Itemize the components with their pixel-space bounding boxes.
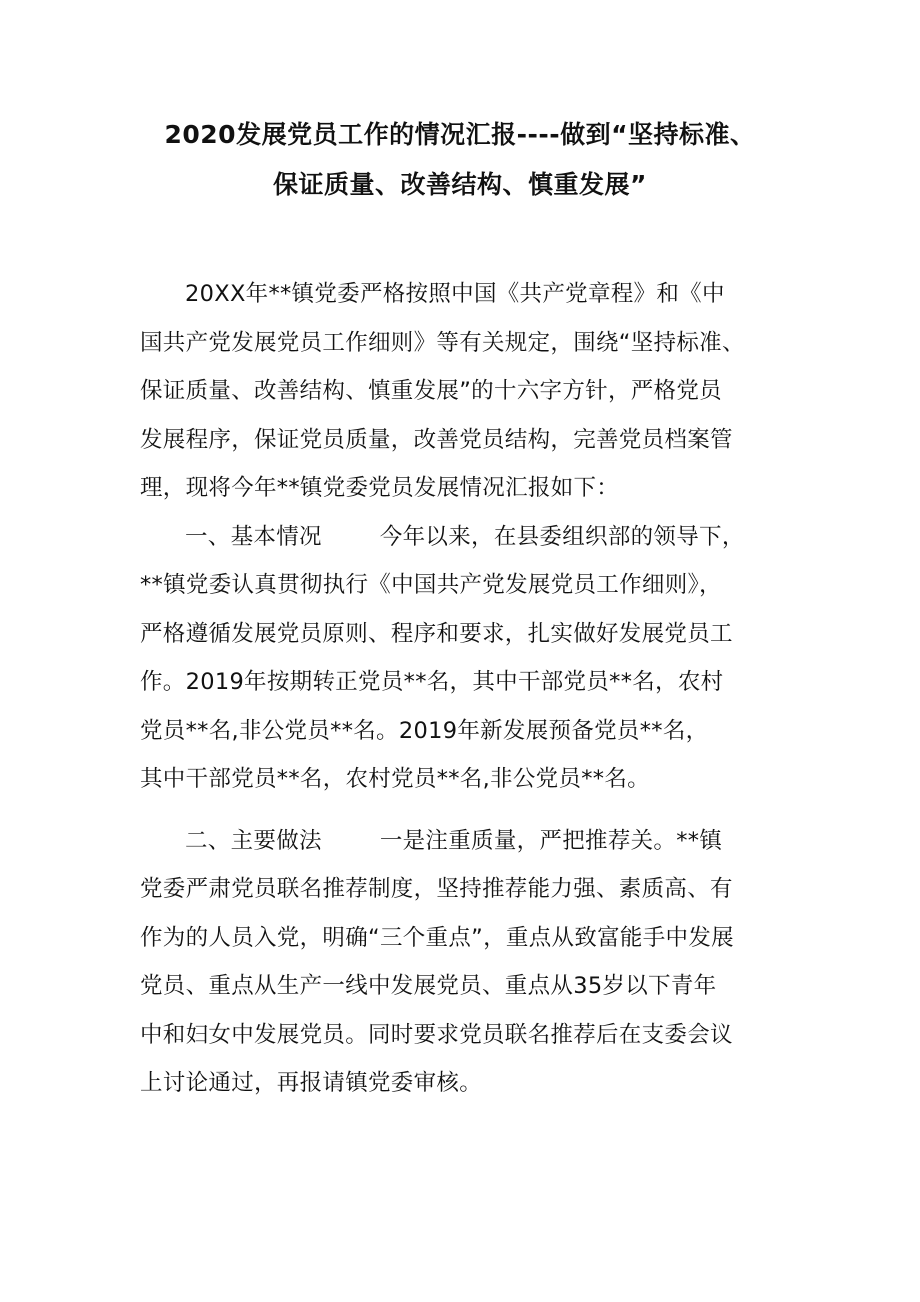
basic-situation-paragraph: [140, 513, 785, 804]
document-body: [140, 270, 785, 1108]
paragraph-line: 党员、重点从生产一线中发展党员、重点从35岁以下青年: [140, 973, 717, 999]
document-title: [100, 110, 820, 210]
paragraph-line: **镇党委认真贯彻执行《中国共产党发展党员工作细则》，: [140, 572, 722, 598]
paragraph-line: 上讨论通过，再报请镇党委审核。: [140, 1070, 483, 1096]
paragraph-first-line: [140, 817, 785, 866]
paragraph-line: 作为的人员入党，明确“三个重点”，重点从致富能手中发展: [140, 924, 734, 951]
paragraph-line: 党委严肃党员联名推荐制度，坚持推荐能力强、素质高、有: [140, 876, 733, 902]
section-heading-basic-situation: 一、基本情况: [185, 523, 322, 550]
paragraph-line: 理，现将今年**镇党委党员发展情况汇报如下：: [140, 475, 620, 501]
paragraph-line: 保证质量、改善结构、慎重发展”的十六字方针，严格党员: [140, 378, 722, 404]
title-line-2: 保证质量、改善结构、慎重发展”: [273, 170, 647, 199]
intro-paragraph: [140, 270, 785, 513]
paragraph-line: 党员**名,非公党员**名。2019年新发展预备党员**名，: [140, 717, 709, 744]
paragraph-line: 严格遵循发展党员原则、程序和要求，扎实做好发展党员工: [140, 620, 733, 647]
main-practices-paragraph: [140, 817, 785, 1108]
paragraph-line: 一是注重质量，严把推荐关。**镇: [379, 827, 723, 854]
paragraph-line: 今年以来，在县委组织部的领导下，: [379, 523, 745, 550]
paragraph-line: 国共产党发展党员工作细则》等有关规定，围绕“坚持标准、: [140, 329, 745, 356]
section-heading-main-practices: 二、主要做法: [185, 827, 322, 854]
paragraph-line: 作。2019年按期转正党员**名，其中干部党员**名，农村: [140, 669, 724, 695]
paragraph-line: 发展程序，保证党员质量，改善党员结构，完善党员档案管: [140, 426, 733, 453]
paragraph-line: 20XX年**镇党委严格按照中国《共产党章程》和《中: [185, 281, 725, 307]
paragraph-line: 其中干部党员**名，农村党员**名,非公党员**名。: [140, 766, 650, 792]
paragraph-first-line: [140, 513, 785, 562]
paragraph-line: 中和妇女中发展党员。同时要求党员联名推荐后在支委会议: [140, 1021, 733, 1048]
title-line-1: 2020发展党员工作的情况汇报----做到“坚持标准、: [164, 120, 756, 149]
